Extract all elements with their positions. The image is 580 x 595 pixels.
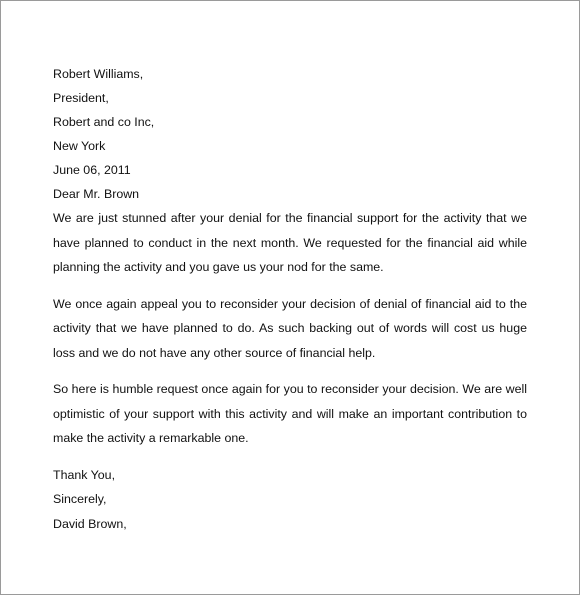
letter-content (53, 62, 527, 536)
paragraph-spacer (53, 280, 527, 292)
recipient-name: Robert Williams, (53, 67, 144, 81)
body-paragraph-1: We are just stunned after your denial for the financial support for the activity that we have planned to conduct in the next month. We requested for the financial aid while planning the activity and you gave us your nod for the same. (53, 211, 527, 274)
paragraph-spacer (53, 451, 527, 463)
closing-sign-off: Sincerely, (53, 492, 107, 506)
letter-date: June 06, 2011 (53, 163, 131, 177)
recipient-title: President, (53, 91, 109, 105)
paragraph-spacer (53, 365, 527, 377)
signature-name: David Brown, (53, 516, 127, 531)
body-paragraph-3: So here is humble request once again for you to reconsider your decision. We are well optimistic of your support with this activity and will make an important contribution to make the activity a remarkable one. (53, 382, 527, 445)
salutation: Dear Mr. Brown (53, 187, 140, 201)
body-paragraph-2: We once again appeal you to reconsider your decision of denial of financial aid to the activity that we have planned to do. As such backing out of words will cost us huge loss and we do not have any other source of financial help. (53, 296, 527, 360)
closing-block (53, 463, 527, 537)
recipient-company: Robert and co Inc, (53, 115, 155, 129)
recipient-city: New York (53, 139, 106, 153)
closing-thanks: Thank You, (53, 467, 116, 482)
